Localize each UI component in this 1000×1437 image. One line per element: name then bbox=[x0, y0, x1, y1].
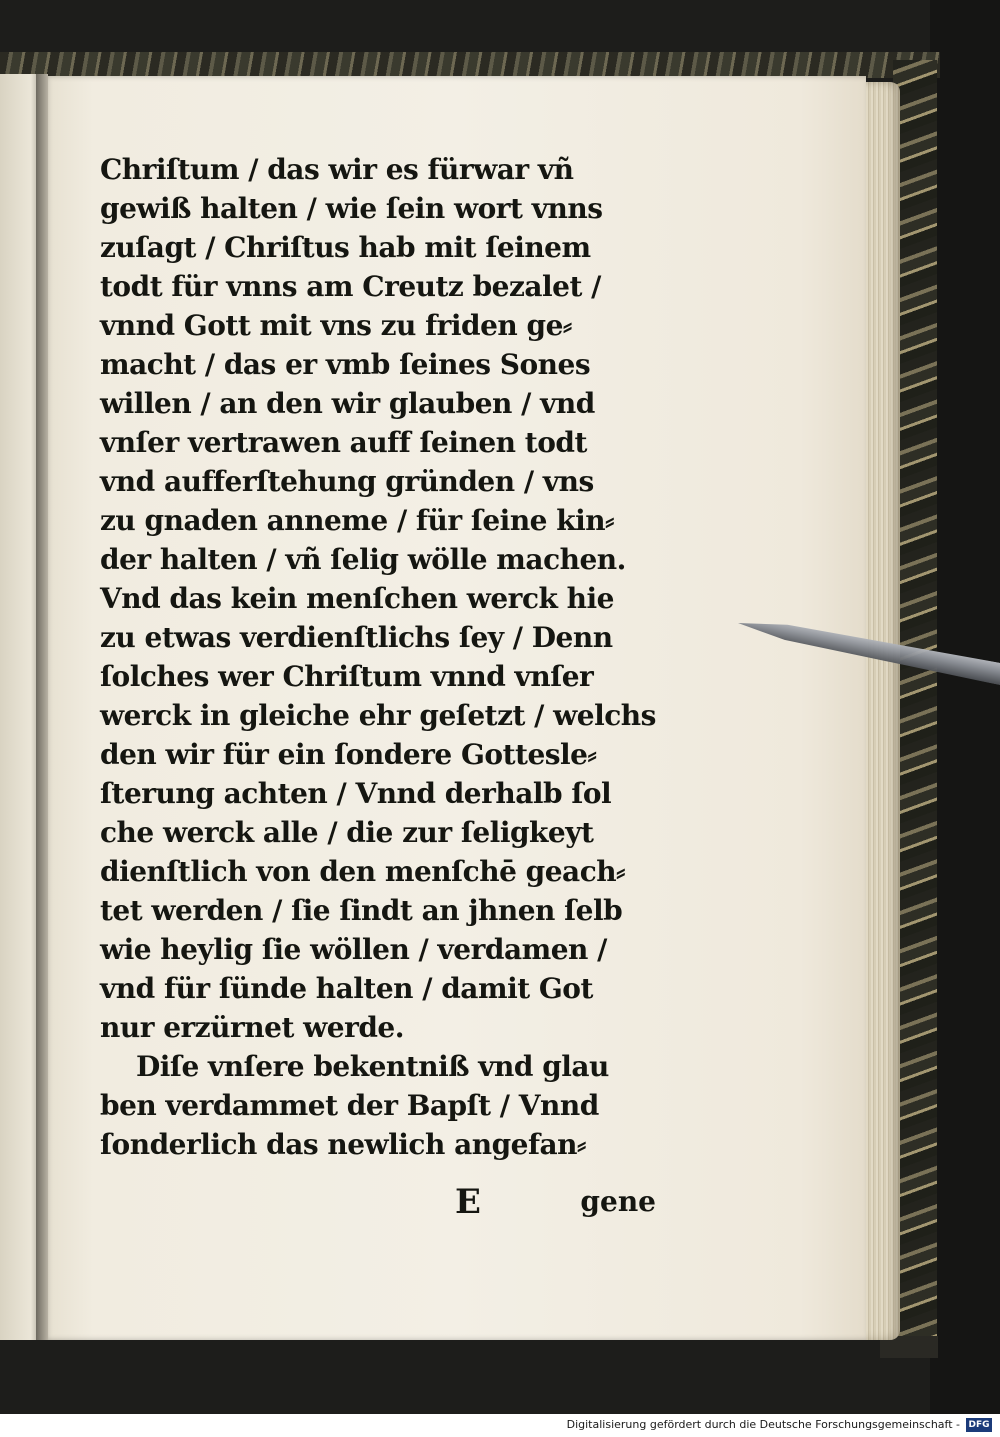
text-line: zu gnaden anneme / für ſeine kin⸗ bbox=[100, 504, 614, 537]
text-line: macht / das er vmb ſeines Sones bbox=[100, 348, 591, 381]
text-line: der halten / vñ ſelig wölle machen. bbox=[100, 543, 626, 576]
text-line: ben verdammet der Bapſt / Vnnd bbox=[100, 1089, 599, 1122]
background-dark bbox=[930, 0, 1000, 1414]
text-line: che werck alle / die zur ſeligkeyt bbox=[100, 816, 594, 849]
credit-text: Digitalisierung gefördert durch die Deutsche Forschungsgemeinschaft - bbox=[566, 1418, 960, 1431]
text-line: vnſer vertrawen auff ſeinen todt bbox=[100, 426, 587, 459]
credit-bar bbox=[0, 1414, 1000, 1437]
text-line: vnnd Gott mit vns zu friden ge⸗ bbox=[100, 309, 572, 342]
signature-mark: E bbox=[455, 1182, 481, 1222]
text-line: tet werden / ſie ſindt an jhnen ſelb bbox=[100, 894, 623, 927]
text-line: Chriſtum / das wir es fürwar vñ bbox=[100, 153, 574, 186]
text-line: nur erzürnet werde. bbox=[100, 1011, 404, 1044]
text-line: ſolches wer Chriſtum vnnd vnſer bbox=[100, 660, 594, 693]
text-line: vnd aufferſtehung gründen / vns bbox=[100, 465, 594, 498]
marbled-cover-top bbox=[0, 52, 940, 78]
dfg-logo-icon: DFG bbox=[966, 1418, 992, 1432]
text-line: zuſagt / Chriſtus hab mit ſeinem bbox=[100, 231, 591, 264]
text-line: Vnd das kein menſchen werck hie bbox=[100, 582, 614, 615]
text-line: wie heylig ſie wöllen / verdamen / bbox=[100, 933, 607, 966]
text-line: ſterung achten / Vnnd derhalb ſol bbox=[100, 777, 612, 810]
text-line: werck in gleiche ehr geſetzt / welchs bbox=[100, 699, 656, 732]
page-text bbox=[100, 150, 662, 1164]
text-line: Diſe vnſere bekentniß vnd glau bbox=[136, 1050, 609, 1083]
text-line: zu etwas verdienſtlichs ſey / Denn bbox=[100, 621, 613, 654]
catchword: gene bbox=[580, 1185, 656, 1218]
page-footer bbox=[100, 1182, 656, 1228]
text-line: den wir für ein ſondere Gottesle⸗ bbox=[100, 738, 597, 771]
text-line: dienſtlich von den menſchē geach⸗ bbox=[100, 855, 625, 888]
text-line: gewiß halten / wie ſein wort vnns bbox=[100, 192, 603, 225]
page-gutter bbox=[36, 74, 48, 1340]
text-line: vnd für ſünde halten / damit Got bbox=[100, 972, 593, 1005]
text-line: ſonderlich das newlich angefan⸗ bbox=[100, 1128, 586, 1161]
text-line: todt für vnns am Creutz bezalet / bbox=[100, 270, 601, 303]
text-line: willen / an den wir glauben / vnd bbox=[100, 387, 595, 420]
